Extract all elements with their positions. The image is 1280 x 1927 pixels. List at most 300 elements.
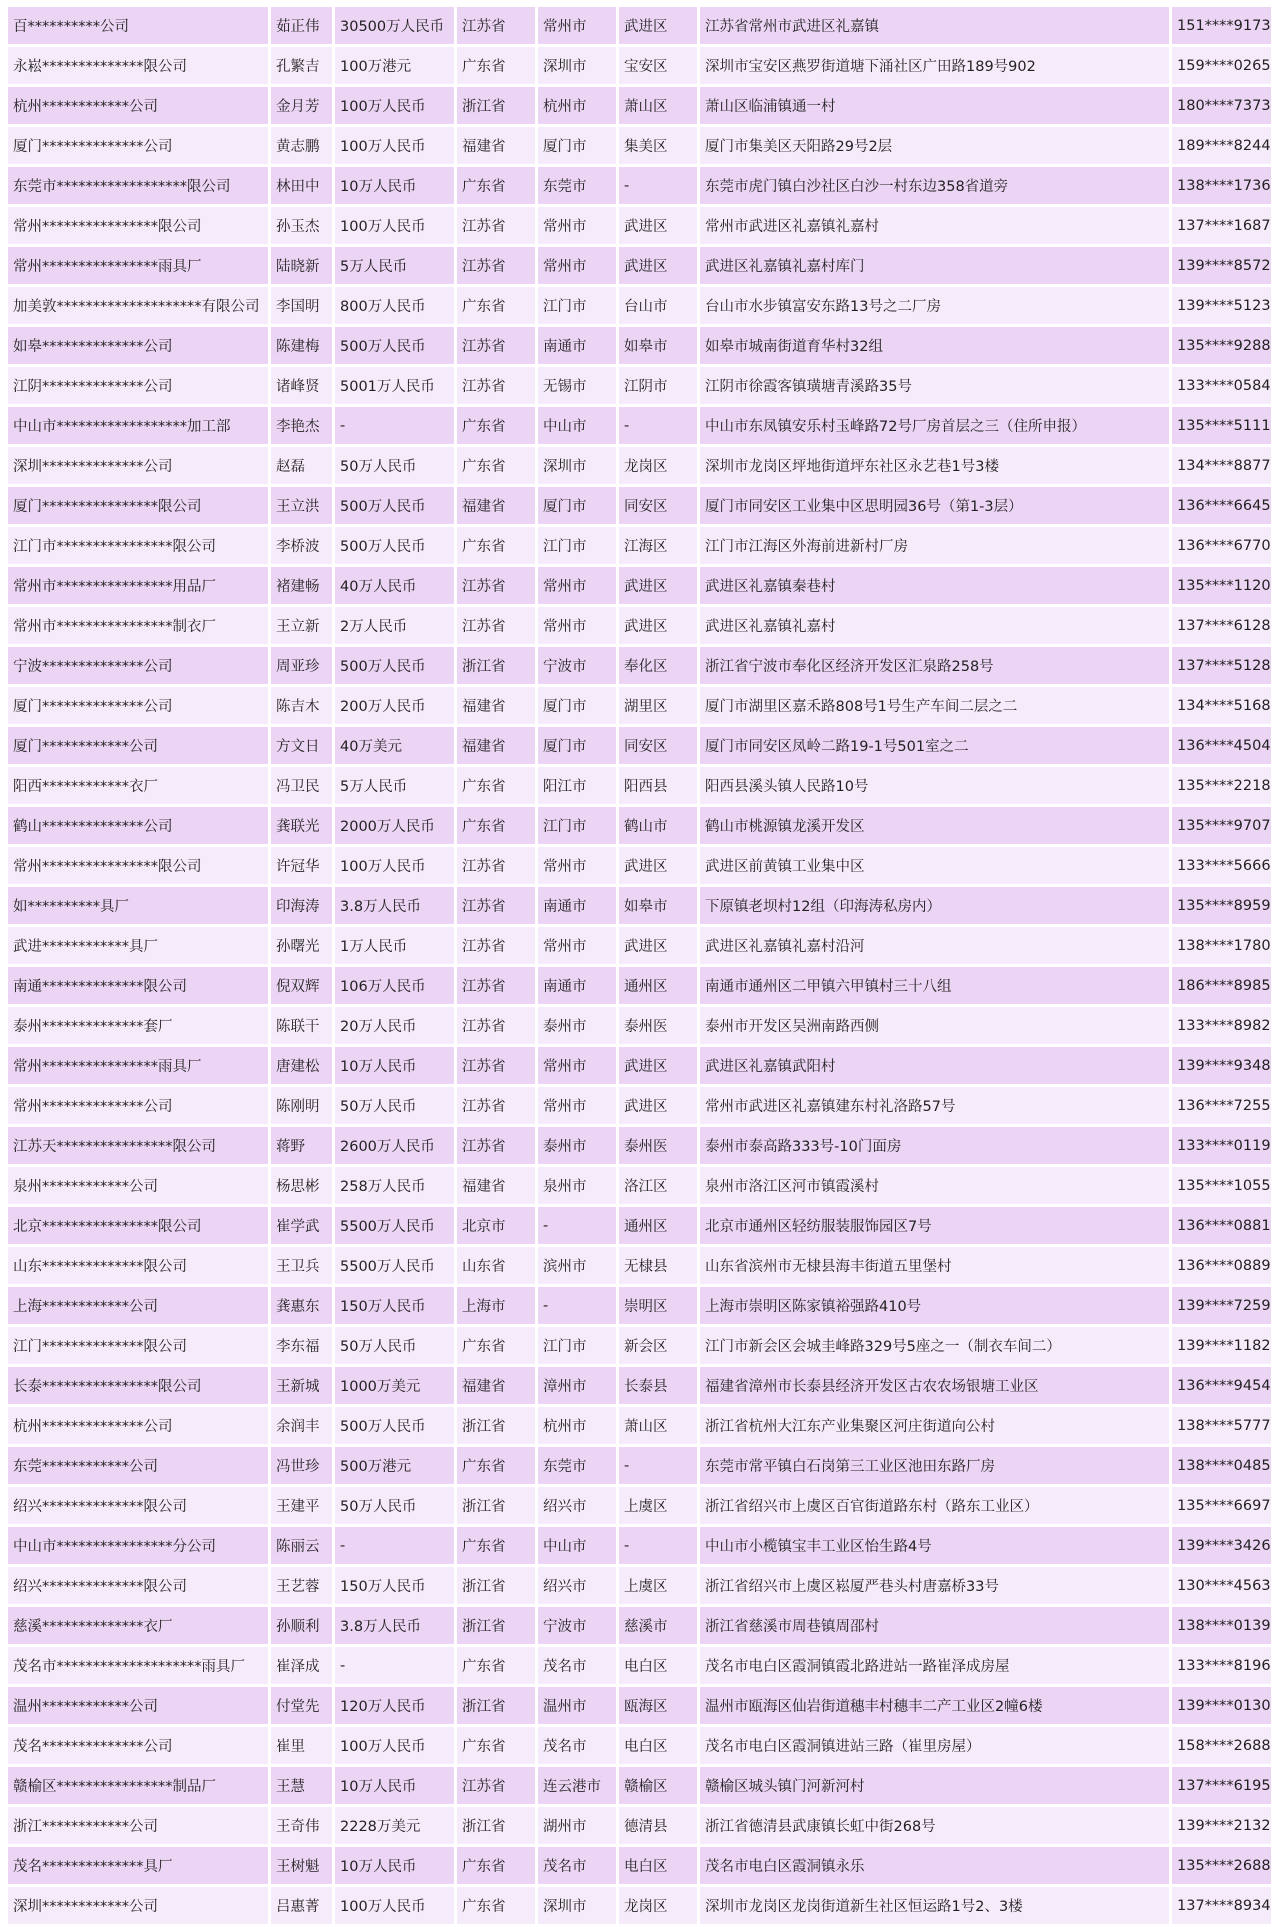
phone-cell: 133****0119 <box>1172 1127 1271 1164</box>
phone-cell: 137****1687 <box>1172 207 1271 244</box>
city-cell: - <box>538 1207 616 1244</box>
district-cell: 阳西县 <box>619 767 697 804</box>
province-cell: 广东省 <box>457 1847 535 1884</box>
company-name-cell: 中山市******************加工部 <box>8 407 268 444</box>
city-cell: 阳江市 <box>538 767 616 804</box>
address-cell: 江苏省常州市武进区礼嘉镇 <box>700 7 1169 44</box>
phone-cell: 139****5123 <box>1172 287 1271 324</box>
company-table-container <box>5 4 1271 1927</box>
legal-rep-cell: 孙顺利 <box>271 1607 332 1644</box>
legal-rep-cell: 王立新 <box>271 607 332 644</box>
city-cell: 滨州市 <box>538 1247 616 1284</box>
city-cell: 深圳市 <box>538 1887 616 1924</box>
table-row <box>8 767 1271 804</box>
district-cell: 龙岗区 <box>619 1887 697 1924</box>
company-name-cell: 山东**************限公司 <box>8 1247 268 1284</box>
table-row <box>8 127 1271 164</box>
district-cell: 如皋市 <box>619 327 697 364</box>
province-cell: 浙江省 <box>457 87 535 124</box>
table-row <box>8 1167 1271 1204</box>
district-cell: 同安区 <box>619 487 697 524</box>
legal-rep-cell: 陈丽云 <box>271 1527 332 1564</box>
city-cell: 江门市 <box>538 527 616 564</box>
city-cell: 宁波市 <box>538 647 616 684</box>
table-row <box>8 1367 1271 1404</box>
legal-rep-cell: 王艺蓉 <box>271 1567 332 1604</box>
city-cell: 绍兴市 <box>538 1487 616 1524</box>
province-cell: 江苏省 <box>457 1767 535 1804</box>
address-cell: 武进区礼嘉镇武阳村 <box>700 1047 1169 1084</box>
city-cell: - <box>538 1287 616 1324</box>
province-cell: 江苏省 <box>457 1127 535 1164</box>
registered-capital-cell: - <box>335 1647 454 1684</box>
company-name-cell: 慈溪**************衣厂 <box>8 1607 268 1644</box>
registered-capital-cell: 100万人民币 <box>335 87 454 124</box>
table-row <box>8 327 1271 364</box>
province-cell: 江苏省 <box>457 607 535 644</box>
phone-cell: 136****7255 <box>1172 1087 1271 1124</box>
phone-cell: 137****8934 <box>1172 1887 1271 1924</box>
phone-cell: 136****6645 <box>1172 487 1271 524</box>
legal-rep-cell: 黄志鹏 <box>271 127 332 164</box>
district-cell: 湖里区 <box>619 687 697 724</box>
province-cell: 江苏省 <box>457 327 535 364</box>
phone-cell: 136****4504 <box>1172 727 1271 764</box>
legal-rep-cell: 唐建松 <box>271 1047 332 1084</box>
address-cell: 厦门市同安区凤岭二路19-1号501室之二 <box>700 727 1169 764</box>
district-cell: 崇明区 <box>619 1287 697 1324</box>
table-row <box>8 927 1271 964</box>
phone-cell: 139****8572 <box>1172 247 1271 284</box>
address-cell: 浙江省绍兴市上虞区崧厦严巷头村唐嘉桥33号 <box>700 1567 1169 1604</box>
table-row <box>8 1527 1271 1564</box>
registered-capital-cell: 120万人民币 <box>335 1687 454 1724</box>
city-cell: 常州市 <box>538 1087 616 1124</box>
legal-rep-cell: 王慧 <box>271 1767 332 1804</box>
phone-cell: 139****1182 <box>1172 1327 1271 1364</box>
phone-cell: 189****8244 <box>1172 127 1271 164</box>
legal-rep-cell: 金月芳 <box>271 87 332 124</box>
address-cell: 如皋市城南街道育华村32组 <box>700 327 1169 364</box>
legal-rep-cell: 方文日 <box>271 727 332 764</box>
legal-rep-cell: 褚建畅 <box>271 567 332 604</box>
company-name-cell: 长泰****************限公司 <box>8 1367 268 1404</box>
legal-rep-cell: 冯世珍 <box>271 1447 332 1484</box>
province-cell: 北京市 <box>457 1207 535 1244</box>
city-cell: 南通市 <box>538 967 616 1004</box>
province-cell: 广东省 <box>457 807 535 844</box>
legal-rep-cell: 印海涛 <box>271 887 332 924</box>
company-name-cell: 常州****************限公司 <box>8 207 268 244</box>
company-name-cell: 泰州**************套厂 <box>8 1007 268 1044</box>
table-row <box>8 47 1271 84</box>
registered-capital-cell: 50万人民币 <box>335 1087 454 1124</box>
province-cell: 广东省 <box>457 767 535 804</box>
table-row <box>8 1327 1271 1364</box>
district-cell: 武进区 <box>619 1087 697 1124</box>
province-cell: 广东省 <box>457 1327 535 1364</box>
district-cell: 宝安区 <box>619 47 697 84</box>
address-cell: 泰州市泰高路333号-10门面房 <box>700 1127 1169 1164</box>
address-cell: 东莞市常平镇白石岗第三工业区池田东路厂房 <box>700 1447 1169 1484</box>
registered-capital-cell: 10万人民币 <box>335 1847 454 1884</box>
district-cell: 武进区 <box>619 7 697 44</box>
district-cell: - <box>619 407 697 444</box>
company-name-cell: 常州****************雨具厂 <box>8 247 268 284</box>
company-name-cell: 江门市****************限公司 <box>8 527 268 564</box>
phone-cell: 139****9348 <box>1172 1047 1271 1084</box>
address-cell: 厦门市同安区工业集中区思明园36号（第1-3层） <box>700 487 1169 524</box>
province-cell: 浙江省 <box>457 1487 535 1524</box>
legal-rep-cell: 杨思彬 <box>271 1167 332 1204</box>
province-cell: 浙江省 <box>457 1407 535 1444</box>
city-cell: 江门市 <box>538 807 616 844</box>
legal-rep-cell: 陈联干 <box>271 1007 332 1044</box>
registered-capital-cell: 2万人民币 <box>335 607 454 644</box>
city-cell: 常州市 <box>538 607 616 644</box>
table-row <box>8 1767 1271 1804</box>
phone-cell: 136****6770 <box>1172 527 1271 564</box>
phone-cell: 135****9288 <box>1172 327 1271 364</box>
address-cell: 常州市武进区礼嘉镇建东村礼洛路57号 <box>700 1087 1169 1124</box>
legal-rep-cell: 王树魁 <box>271 1847 332 1884</box>
legal-rep-cell: 孙玉杰 <box>271 207 332 244</box>
table-row <box>8 687 1271 724</box>
province-cell: 江苏省 <box>457 367 535 404</box>
province-cell: 广东省 <box>457 167 535 204</box>
table-row <box>8 1887 1271 1924</box>
province-cell: 广东省 <box>457 527 535 564</box>
city-cell: 深圳市 <box>538 47 616 84</box>
city-cell: 中山市 <box>538 407 616 444</box>
company-name-cell: 加美敦********************有限公司 <box>8 287 268 324</box>
company-name-cell: 常州****************限公司 <box>8 847 268 884</box>
table-row <box>8 247 1271 284</box>
table-row <box>8 887 1271 924</box>
legal-rep-cell: 余润丰 <box>271 1407 332 1444</box>
province-cell: 广东省 <box>457 447 535 484</box>
phone-cell: 137****6195 <box>1172 1767 1271 1804</box>
company-name-cell: 常州市****************制衣厂 <box>8 607 268 644</box>
address-cell: 东莞市虎门镇白沙社区白沙一村东边358省道旁 <box>700 167 1169 204</box>
province-cell: 江苏省 <box>457 7 535 44</box>
registered-capital-cell: 100万人民币 <box>335 1727 454 1764</box>
address-cell: 常州市武进区礼嘉镇礼嘉村 <box>700 207 1169 244</box>
table-row <box>8 487 1271 524</box>
phone-cell: 135****1120 <box>1172 567 1271 604</box>
district-cell: 通州区 <box>619 967 697 1004</box>
legal-rep-cell: 王立洪 <box>271 487 332 524</box>
table-row <box>8 1007 1271 1044</box>
legal-rep-cell: 吕惠菁 <box>271 1887 332 1924</box>
registered-capital-cell: - <box>335 407 454 444</box>
table-row <box>8 527 1271 564</box>
company-name-cell: 如**********具厂 <box>8 887 268 924</box>
city-cell: 厦门市 <box>538 727 616 764</box>
address-cell: 茂名市电白区霞洞镇进站三路（崔里房屋） <box>700 1727 1169 1764</box>
address-cell: 台山市水步镇富安东路13号之二厂房 <box>700 287 1169 324</box>
address-cell: 江门市江海区外海前进新村厂房 <box>700 527 1169 564</box>
district-cell: 新会区 <box>619 1327 697 1364</box>
company-name-cell: 茂名**************具厂 <box>8 1847 268 1884</box>
city-cell: 厦门市 <box>538 687 616 724</box>
table-row <box>8 1447 1271 1484</box>
district-cell: 武进区 <box>619 927 697 964</box>
phone-cell: 135****1055 <box>1172 1167 1271 1204</box>
province-cell: 江苏省 <box>457 207 535 244</box>
city-cell: 湖州市 <box>538 1807 616 1844</box>
district-cell: 上虞区 <box>619 1487 697 1524</box>
registered-capital-cell: 3.8万人民币 <box>335 887 454 924</box>
district-cell: 武进区 <box>619 1047 697 1084</box>
registered-capital-cell: 5001万人民币 <box>335 367 454 404</box>
table-row <box>8 367 1271 404</box>
company-name-cell: 厦门************公司 <box>8 727 268 764</box>
city-cell: 东莞市 <box>538 1447 616 1484</box>
city-cell: 江门市 <box>538 287 616 324</box>
company-name-cell: 杭州************公司 <box>8 87 268 124</box>
province-cell: 江苏省 <box>457 1007 535 1044</box>
registered-capital-cell: 100万人民币 <box>335 1887 454 1924</box>
registered-capital-cell: 200万人民币 <box>335 687 454 724</box>
company-name-cell: 永崧**************限公司 <box>8 47 268 84</box>
city-cell: 常州市 <box>538 927 616 964</box>
registered-capital-cell: 2000万人民币 <box>335 807 454 844</box>
province-cell: 浙江省 <box>457 1807 535 1844</box>
district-cell: 电白区 <box>619 1647 697 1684</box>
registered-capital-cell: 100万人民币 <box>335 847 454 884</box>
province-cell: 福建省 <box>457 687 535 724</box>
table-row <box>8 167 1271 204</box>
address-cell: 江阴市徐霞客镇璜塘青溪路35号 <box>700 367 1169 404</box>
table-row <box>8 1647 1271 1684</box>
district-cell: 萧山区 <box>619 1407 697 1444</box>
phone-cell: 133****8196 <box>1172 1647 1271 1684</box>
city-cell: 温州市 <box>538 1687 616 1724</box>
province-cell: 江苏省 <box>457 247 535 284</box>
address-cell: 江门市新会区会城圭峰路329号5座之一（制衣车间二） <box>700 1327 1169 1364</box>
phone-cell: 136****0881 <box>1172 1207 1271 1244</box>
phone-cell: 135****8959 <box>1172 887 1271 924</box>
registered-capital-cell: 5500万人民币 <box>335 1247 454 1284</box>
registered-capital-cell: 10万人民币 <box>335 1047 454 1084</box>
legal-rep-cell: 王奇伟 <box>271 1807 332 1844</box>
registered-capital-cell: 500万人民币 <box>335 1407 454 1444</box>
company-name-cell: 北京****************限公司 <box>8 1207 268 1244</box>
company-name-cell: 常州**************公司 <box>8 1087 268 1124</box>
registered-capital-cell: 500万人民币 <box>335 527 454 564</box>
district-cell: 长泰县 <box>619 1367 697 1404</box>
district-cell: 同安区 <box>619 727 697 764</box>
city-cell: 茂名市 <box>538 1647 616 1684</box>
phone-cell: 134****5168 <box>1172 687 1271 724</box>
address-cell: 中山市小榄镇宝丰工业区怡生路4号 <box>700 1527 1169 1564</box>
address-cell: 阳西县溪头镇人民路10号 <box>700 767 1169 804</box>
province-cell: 江苏省 <box>457 927 535 964</box>
table-row <box>8 967 1271 1004</box>
company-name-cell: 绍兴**************限公司 <box>8 1487 268 1524</box>
legal-rep-cell: 林田中 <box>271 167 332 204</box>
legal-rep-cell: 陆晓新 <box>271 247 332 284</box>
province-cell: 浙江省 <box>457 1607 535 1644</box>
city-cell: 茂名市 <box>538 1847 616 1884</box>
district-cell: 萧山区 <box>619 87 697 124</box>
legal-rep-cell: 陈建梅 <box>271 327 332 364</box>
registered-capital-cell: 500万人民币 <box>335 647 454 684</box>
table-row <box>8 807 1271 844</box>
registered-capital-cell: 1万人民币 <box>335 927 454 964</box>
registered-capital-cell: 100万港元 <box>335 47 454 84</box>
address-cell: 浙江省德清县武康镇长虹中街268号 <box>700 1807 1169 1844</box>
city-cell: 泰州市 <box>538 1007 616 1044</box>
province-cell: 福建省 <box>457 1167 535 1204</box>
district-cell: 龙岗区 <box>619 447 697 484</box>
address-cell: 浙江省绍兴市上虞区百官街道路东村（路东工业区） <box>700 1487 1169 1524</box>
phone-cell: 159****0265 <box>1172 47 1271 84</box>
legal-rep-cell: 茹正伟 <box>271 7 332 44</box>
company-name-cell: 厦门**************公司 <box>8 687 268 724</box>
legal-rep-cell: 付堂先 <box>271 1687 332 1724</box>
phone-cell: 139****3426 <box>1172 1527 1271 1564</box>
table-row <box>8 1687 1271 1724</box>
city-cell: 常州市 <box>538 847 616 884</box>
legal-rep-cell: 王卫兵 <box>271 1247 332 1284</box>
district-cell: 台山市 <box>619 287 697 324</box>
company-name-cell: 阳西************衣厂 <box>8 767 268 804</box>
phone-cell: 138****1736 <box>1172 167 1271 204</box>
city-cell: 绍兴市 <box>538 1567 616 1604</box>
phone-cell: 137****5128 <box>1172 647 1271 684</box>
phone-cell: 136****0889 <box>1172 1247 1271 1284</box>
city-cell: 深圳市 <box>538 447 616 484</box>
province-cell: 江苏省 <box>457 567 535 604</box>
company-name-cell: 江阴**************公司 <box>8 367 268 404</box>
province-cell: 福建省 <box>457 487 535 524</box>
registered-capital-cell: 1000万美元 <box>335 1367 454 1404</box>
phone-cell: 133****0584 <box>1172 367 1271 404</box>
phone-cell: 151****9173 <box>1172 7 1271 44</box>
phone-cell: 135****5111 <box>1172 407 1271 444</box>
legal-rep-cell: 崔学武 <box>271 1207 332 1244</box>
company-name-cell: 赣榆区****************制品厂 <box>8 1767 268 1804</box>
phone-cell: 138****1780 <box>1172 927 1271 964</box>
phone-cell: 139****0130 <box>1172 1687 1271 1724</box>
address-cell: 鹤山市桃源镇龙溪开发区 <box>700 807 1169 844</box>
registered-capital-cell: 3.8万人民币 <box>335 1607 454 1644</box>
phone-cell: 139****7259 <box>1172 1287 1271 1324</box>
legal-rep-cell: 孙曙光 <box>271 927 332 964</box>
address-cell: 茂名市电白区霞洞镇永乐 <box>700 1847 1169 1884</box>
legal-rep-cell: 许冠华 <box>271 847 332 884</box>
address-cell: 上海市崇明区陈家镇裕强路410号 <box>700 1287 1169 1324</box>
table-row <box>8 1207 1271 1244</box>
table-row <box>8 1287 1271 1324</box>
legal-rep-cell: 孔繁吉 <box>271 47 332 84</box>
phone-cell: 135****2688 <box>1172 1847 1271 1884</box>
phone-cell: 133****8982 <box>1172 1007 1271 1044</box>
company-name-cell: 深圳**************公司 <box>8 447 268 484</box>
registered-capital-cell: 258万人民币 <box>335 1167 454 1204</box>
address-cell: 中山市东凤镇安乐村玉峰路72号厂房首层之三（住所申报） <box>700 407 1169 444</box>
province-cell: 山东省 <box>457 1247 535 1284</box>
city-cell: 泰州市 <box>538 1127 616 1164</box>
province-cell: 浙江省 <box>457 647 535 684</box>
table-row <box>8 1487 1271 1524</box>
city-cell: 常州市 <box>538 207 616 244</box>
table-row <box>8 1807 1271 1844</box>
city-cell: 江门市 <box>538 1327 616 1364</box>
district-cell: 如皋市 <box>619 887 697 924</box>
district-cell: 无棣县 <box>619 1247 697 1284</box>
company-name-cell: 厦门**************公司 <box>8 127 268 164</box>
table-row <box>8 1847 1271 1884</box>
district-cell: 电白区 <box>619 1847 697 1884</box>
legal-rep-cell: 王建平 <box>271 1487 332 1524</box>
address-cell: 武进区礼嘉镇礼嘉村库门 <box>700 247 1169 284</box>
city-cell: 厦门市 <box>538 487 616 524</box>
company-table-body <box>8 7 1271 1924</box>
company-name-cell: 东莞市******************限公司 <box>8 167 268 204</box>
registered-capital-cell: 10万人民币 <box>335 167 454 204</box>
table-row <box>8 727 1271 764</box>
table-row <box>8 1087 1271 1124</box>
city-cell: 常州市 <box>538 1047 616 1084</box>
address-cell: 赣榆区城头镇门河新河村 <box>700 1767 1169 1804</box>
table-row <box>8 1567 1271 1604</box>
company-name-cell: 茂名**************公司 <box>8 1727 268 1764</box>
city-cell: 东莞市 <box>538 167 616 204</box>
registered-capital-cell: 5万人民币 <box>335 247 454 284</box>
phone-cell: 180****7373 <box>1172 87 1271 124</box>
legal-rep-cell: 李桥波 <box>271 527 332 564</box>
city-cell: 无锡市 <box>538 367 616 404</box>
table-row <box>8 607 1271 644</box>
district-cell: 奉化区 <box>619 647 697 684</box>
address-cell: 下原镇老坝村12组（印海涛私房内） <box>700 887 1169 924</box>
city-cell: 厦门市 <box>538 127 616 164</box>
province-cell: 广东省 <box>457 1447 535 1484</box>
address-cell: 浙江省慈溪市周巷镇周邵村 <box>700 1607 1169 1644</box>
legal-rep-cell: 李东福 <box>271 1327 332 1364</box>
legal-rep-cell: 赵磊 <box>271 447 332 484</box>
registered-capital-cell: 100万人民币 <box>335 207 454 244</box>
company-name-cell: 常州市****************用品厂 <box>8 567 268 604</box>
legal-rep-cell: 李国明 <box>271 287 332 324</box>
district-cell: 武进区 <box>619 247 697 284</box>
province-cell: 广东省 <box>457 47 535 84</box>
district-cell: 瓯海区 <box>619 1687 697 1724</box>
province-cell: 浙江省 <box>457 1687 535 1724</box>
city-cell: 常州市 <box>538 247 616 284</box>
legal-rep-cell: 龚联光 <box>271 807 332 844</box>
company-name-cell: 温州************公司 <box>8 1687 268 1724</box>
district-cell: 泰州医 <box>619 1127 697 1164</box>
table-row <box>8 1407 1271 1444</box>
province-cell: 上海市 <box>457 1287 535 1324</box>
registered-capital-cell: 5万人民币 <box>335 767 454 804</box>
company-name-cell: 宁波**************公司 <box>8 647 268 684</box>
table-row <box>8 1127 1271 1164</box>
legal-rep-cell: 蒋野 <box>271 1127 332 1164</box>
address-cell: 北京市通州区轻纺服装服饰园区7号 <box>700 1207 1169 1244</box>
table-row <box>8 407 1271 444</box>
phone-cell: 134****8877 <box>1172 447 1271 484</box>
city-cell: 南通市 <box>538 327 616 364</box>
district-cell: 集美区 <box>619 127 697 164</box>
company-name-cell: 浙江************公司 <box>8 1807 268 1844</box>
company-name-cell: 武进************具厂 <box>8 927 268 964</box>
company-name-cell: 如皋**************公司 <box>8 327 268 364</box>
